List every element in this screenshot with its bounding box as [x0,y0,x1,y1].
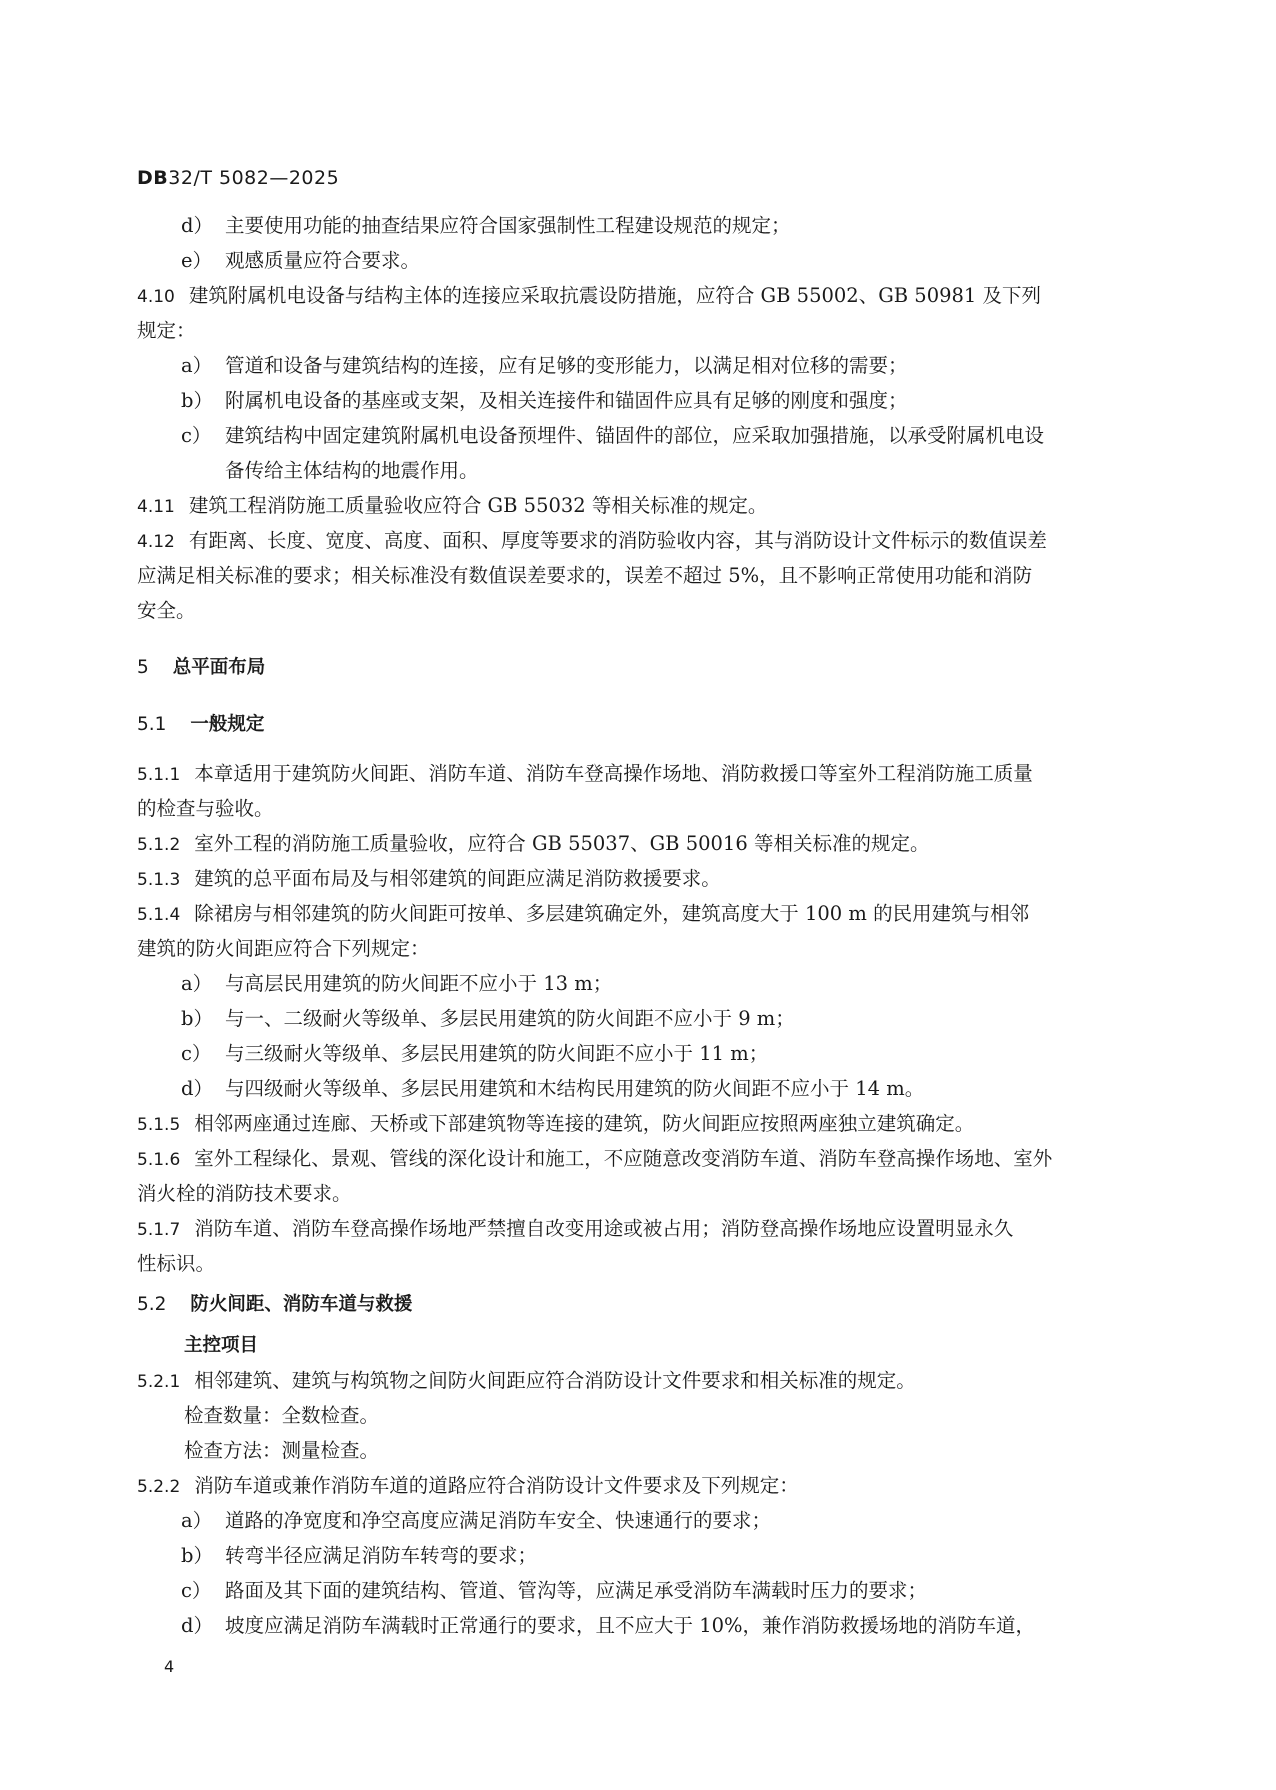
section-heading-5-1: 5.1 一般规定 [137,714,265,735]
clause-5-1-6: 5.1.6 室外工程绿化、景观、管线的深化设计和施工，不应随意改变消防车道、消防车登高操作场地、室外 [137,1147,1053,1170]
clause-continuation: 建筑的防火间距应符合下列规定： [137,937,430,960]
list-item: d） 主要使用功能的抽查结果应符合国家强制性工程建设规范的规定； [181,214,791,237]
clause-continuation: 性标识。 [137,1252,216,1275]
standard-prefix: DB [137,167,169,189]
list-item: c） 建筑结构中固定建筑附属机电设备预埋件、锚固件的部位，应采取加强措施，以承受附属机电设 [181,424,1045,447]
clause-5-1-5: 5.1.5 相邻两座通过连廊、天桥或下部建筑物等连接的建筑，防火间距应按照两座独立建筑确定。 [137,1112,975,1135]
clause-continuation: 的检查与验收。 [137,797,274,820]
list-item: b） 附属机电设备的基座或支架，及相关连接件和锚固件应具有足够的刚度和强度； [181,389,908,412]
clause-continuation: 规定： [137,319,196,342]
clause-4-10: 4.10 建筑附属机电设备与结构主体的连接应采取抗震设防措施，应符合 GB 55002、GB 50981 及下列 [137,284,1042,307]
inspection-quantity: 检查数量：全数检查。 [184,1404,380,1427]
document-body [137,208,1137,1643]
clause-5-1-4: 5.1.4 除裙房与相邻建筑的防火间距可按单、多层建筑确定外，建筑高度大于 100 m 的民用建筑与相邻 [137,902,1030,925]
clause-5-1-7: 5.1.7 消防车道、消防车登高操作场地严禁擅自改变用途或被占用；消防登高操作场地应设置明显永久 [137,1217,1014,1240]
list-item: b） 转弯半径应满足消防车转弯的要求； [181,1544,538,1567]
list-item: c） 路面及其下面的建筑结构、管道、管沟等，应满足承受消防车满载时压力的要求； [181,1579,928,1602]
list-item: d） 坡度应满足消防车满载时正常通行的要求，且不应大于 10%，兼作消防救援场地的消防车道， [181,1614,1036,1637]
list-item: d） 与四级耐火等级单、多层民用建筑和木结构民用建筑的防火间距不应小于 14 m。 [181,1077,925,1100]
list-item: b） 与一、二级耐火等级单、多层民用建筑的防火间距不应小于 9 m； [181,1007,795,1030]
list-item: a） 与高层民用建筑的防火间距不应小于 13 m； [181,972,613,995]
list-item: a） 管道和设备与建筑结构的连接，应有足够的变形能力，以满足相对位移的需要； [181,354,908,377]
clause-5-2-1: 5.2.1 相邻建筑、建筑与构筑物之间防火间距应符合消防设计文件要求和相关标准的规定。 [137,1369,916,1392]
clause-continuation: 应满足相关标准的要求；相关标准没有数值误差要求的，误差不超过 5%，且不影响正常使用功能和消防 [137,564,1033,587]
list-item: c） 与三级耐火等级单、多层民用建筑的防火间距不应小于 11 m； [181,1042,769,1065]
clause-5-2-2: 5.2.2 消防车道或兼作消防车道的道路应符合消防设计文件要求及下列规定： [137,1474,799,1497]
clause-5-1-2: 5.1.2 室外工程的消防施工质量验收，应符合 GB 55037、GB 50016 等相关标准的规定。 [137,832,930,855]
clause-continuation: 消火栓的消防技术要求。 [137,1182,352,1205]
inspection-method: 检查方法：测量检查。 [184,1439,380,1462]
document-header [137,167,339,189]
list-item-continuation: 备传给主体结构的地震作用。 [225,459,479,482]
section-heading-5: 5 总平面布局 [137,657,266,678]
clause-4-12: 4.12 有距离、长度、宽度、高度、面积、厚度等要求的消防验收内容，其与消防设计文件标示的数值误差 [137,529,1047,552]
clause-5-1-3: 5.1.3 建筑的总平面布局及与相邻建筑的间距应满足消防救援要求。 [137,867,721,890]
page-number: 4 [164,1657,175,1676]
main-control-heading: 主控项目 [184,1335,259,1356]
standard-code: 32/T 5082—2025 [168,167,340,189]
clause-continuation: 安全。 [137,599,196,622]
clause-4-11: 4.11 建筑工程消防施工质量验收应符合 GB 55032 等相关标准的规定。 [137,494,768,517]
list-item: e） 观感质量应符合要求。 [181,249,421,272]
section-heading-5-2: 5.2 防火间距、消防车道与救援 [137,1294,413,1315]
clause-5-1-1: 5.1.1 本章适用于建筑防火间距、消防车道、消防车登高操作场地、消防救援口等室外工程消防施工质量 [137,762,1033,785]
list-item: a） 道路的净宽度和净空高度应满足消防车安全、快速通行的要求； [181,1509,772,1532]
